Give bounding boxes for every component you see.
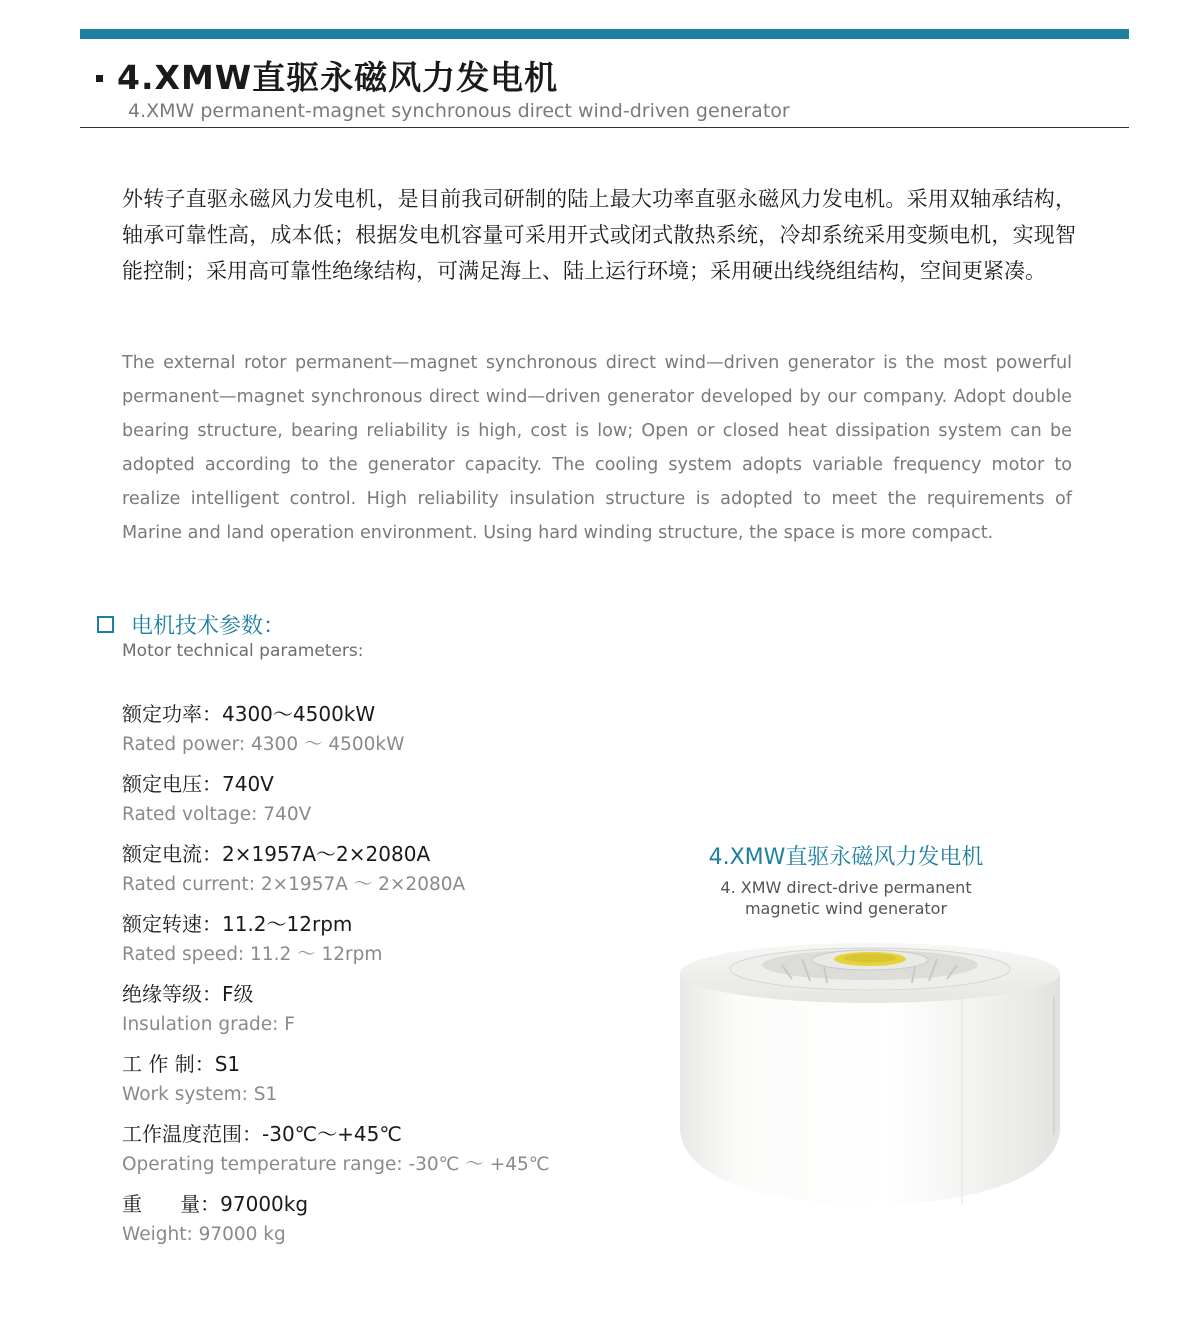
intro-english: The external rotor permanent—magnet synchronous direct wind—driven generator is the most powerful permanent—magnet synchronous direct wind—driven generator developed by our company. Adopt double bearing structure, bearing reliability is high, cost is low; Open or closed heat dissipation system can be adopted according to the generator capacity. The cooling system adopts variable frequency motor to realize intelligent control. High reliability insulation structure is adopted to meet the requirements of Marine and land operation environment. Using hard winding structure, the space is more compact. [122, 353, 1072, 543]
param-en: Operating temperature range: -30℃ ～ +45℃ [122, 1154, 550, 1175]
param-cn: 额定电流：2×1957A～2×2080A [122, 842, 431, 866]
figure-subtitle-line: magnetic wind generator [744, 899, 948, 918]
param-cn: 工 作 制：S1 [122, 1052, 241, 1076]
param-insulation-grade [122, 980, 642, 1050]
param-en: Weight: 97000 kg [122, 1224, 286, 1245]
parameters-heading-en: Motor technical parameters: [122, 641, 364, 661]
param-en: Rated power: 4300 ～ 4500kW [122, 734, 405, 755]
intro-chinese: 外转子直驱永磁风力发电机，是目前我司研制的陆上最大功率直驱永磁风力发电机。采用双轴承结构，轴承可靠性高，成本低；根据发电机容量可采用开式或闭式散热系统，冷却系统采用变频电机，实现智能控制；采用高可靠性绝缘结构，可满足海上、陆上运行环境；采用硬出线绕组结构，空间更紧凑。 [122, 187, 1076, 283]
param-cn: 重 量：97000kg [122, 1192, 309, 1216]
param-rated-voltage [122, 770, 642, 840]
param-rated-current [122, 840, 642, 910]
param-en: Rated voltage: 740V [122, 804, 312, 825]
param-rated-power [122, 700, 642, 770]
figure-subtitle [646, 877, 1046, 919]
parameters-list [122, 700, 642, 1260]
param-cn: 额定功率：4300～4500kW [122, 702, 376, 726]
title-divider [80, 127, 1129, 128]
page-subtitle: 4.XMW permanent-magnet synchronous direct wind-driven generator [128, 100, 790, 122]
generator-image [672, 935, 1068, 1217]
param-weight [122, 1190, 642, 1260]
param-en: Rated current: 2×1957A ～ 2×2080A [122, 874, 466, 895]
param-rated-speed [122, 910, 642, 980]
page-title-row [96, 52, 558, 98]
param-en: Work system: S1 [122, 1084, 278, 1105]
figure-caption [646, 840, 1046, 919]
param-cn: 额定电压：740V [122, 772, 274, 796]
param-en: Insulation grade: F [122, 1014, 295, 1035]
parameters-heading-cn: 电机技术参数： [131, 614, 286, 639]
param-cn: 工作温度范围：-30℃～+45℃ [122, 1122, 402, 1146]
param-work-system [122, 1050, 642, 1120]
figure-subtitle-line: 4. XMW direct-drive permanent [720, 878, 972, 897]
figure-title: 4.XMW直驱永磁风力发电机 [708, 845, 984, 870]
parameters-heading [97, 609, 285, 640]
param-en: Rated speed: 11.2 ～ 12rpm [122, 944, 383, 965]
title-bullet-icon [96, 75, 103, 82]
top-accent-bar [80, 29, 1129, 39]
page-title: 4.XMW直驱永磁风力发电机 [117, 57, 559, 97]
checkbox-square-icon [97, 616, 114, 633]
param-cn: 绝缘等级：F级 [122, 982, 254, 1006]
param-operating-temperature [122, 1120, 642, 1190]
param-cn: 额定转速：11.2～12rpm [122, 912, 353, 936]
